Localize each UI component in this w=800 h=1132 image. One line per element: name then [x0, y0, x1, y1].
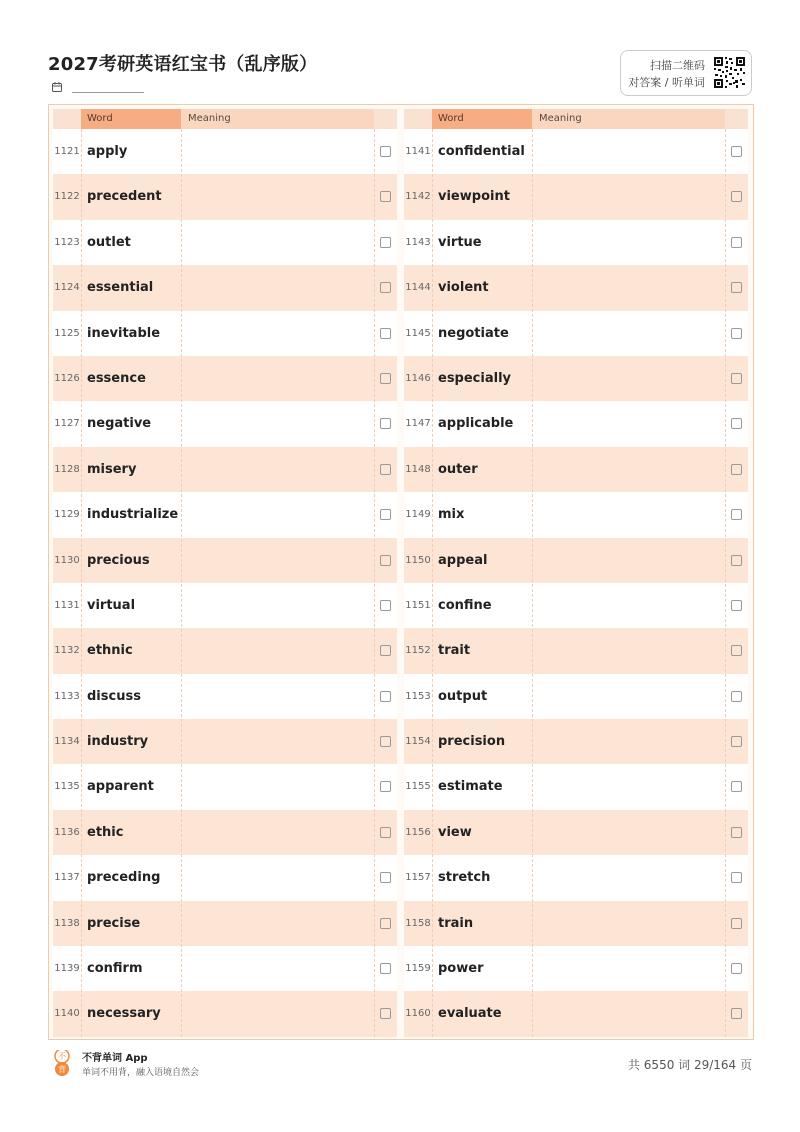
checkbox-icon[interactable] — [380, 736, 391, 747]
word-text: essence — [87, 370, 146, 386]
header-word: Word — [432, 109, 532, 129]
word-text: necessary — [87, 1006, 161, 1022]
word-number: 1149 — [405, 509, 431, 521]
word-text: apply — [87, 144, 128, 159]
checkbox-icon[interactable] — [731, 418, 742, 429]
word-number: 1155 — [405, 781, 431, 793]
checkbox-icon[interactable] — [380, 555, 391, 566]
table-row — [404, 265, 748, 310]
word-text: precision — [438, 734, 506, 750]
checkbox-icon[interactable] — [380, 373, 391, 384]
word-text: ethic — [87, 824, 124, 840]
word-number: 1141 — [405, 146, 431, 157]
word-text: applicable — [438, 416, 514, 432]
meaning-cell[interactable] — [182, 492, 373, 537]
table-row — [53, 855, 397, 900]
checkbox-icon[interactable] — [731, 691, 742, 702]
word-number: 1142 — [405, 191, 431, 203]
app-logo-icon — [54, 1050, 70, 1076]
meaning-cell[interactable] — [533, 674, 724, 719]
table-row — [53, 538, 397, 583]
qr-panel[interactable] — [620, 50, 752, 96]
table-row — [404, 220, 748, 265]
table-row — [404, 174, 748, 219]
word-rows — [404, 129, 748, 1037]
checkbox-icon[interactable] — [380, 328, 391, 339]
word-number: 1135 — [54, 781, 80, 793]
word-number: 1143 — [405, 236, 431, 248]
qr-line-1: 扫描二维码 — [650, 59, 705, 72]
meaning-cell[interactable] — [182, 356, 373, 401]
header-number-cell — [404, 109, 432, 129]
word-text: mix — [438, 507, 465, 523]
table-header — [53, 109, 397, 129]
meaning-cell[interactable] — [533, 991, 724, 1036]
checkbox-icon[interactable] — [731, 237, 742, 248]
page-title: 2027考研英语红宝书（乱序版） — [48, 54, 318, 75]
meaning-cell[interactable] — [533, 356, 724, 401]
meaning-cell[interactable] — [533, 583, 724, 628]
checkbox-icon[interactable] — [380, 827, 391, 838]
table-row — [53, 447, 397, 492]
word-text: stretch — [438, 870, 491, 886]
checkbox-icon[interactable] — [380, 600, 391, 611]
checkbox-icon[interactable] — [380, 691, 391, 702]
word-table-left — [53, 109, 397, 1037]
table-row — [53, 129, 397, 174]
word-number: 1138 — [54, 917, 80, 929]
page-info: 共 6550 词 29/164 页 — [627, 1058, 752, 1072]
qr-line-2: 对答案 / 听单词 — [628, 76, 705, 89]
word-number: 1139 — [54, 963, 80, 975]
checkbox-icon[interactable] — [731, 191, 742, 202]
meaning-cell[interactable] — [182, 220, 373, 265]
table-row — [53, 901, 397, 946]
word-number: 1125 — [54, 327, 80, 339]
word-text: especially — [438, 370, 511, 386]
table-row — [53, 583, 397, 628]
word-text: precedent — [87, 189, 162, 205]
word-text: appeal — [438, 552, 488, 568]
meaning-cell[interactable] — [182, 674, 373, 719]
checkbox-icon[interactable] — [731, 373, 742, 384]
word-number: 1132 — [54, 645, 80, 657]
checkbox-icon[interactable] — [731, 464, 742, 475]
word-text: outlet — [87, 234, 131, 250]
word-text: ethnic — [87, 643, 133, 659]
word-text: negative — [87, 416, 152, 432]
header-meaning: Meaning — [181, 109, 374, 129]
word-number: 1131 — [54, 599, 80, 611]
app-logo-char-1: 不 — [58, 1052, 66, 1061]
word-number: 1151 — [405, 599, 431, 611]
table-row — [53, 356, 397, 401]
word-text: virtue — [438, 234, 482, 250]
word-text: confine — [438, 597, 492, 613]
calendar-icon — [52, 82, 62, 92]
word-number: 1150 — [405, 554, 431, 566]
word-number: 1129 — [54, 509, 80, 521]
meaning-cell[interactable] — [182, 991, 373, 1036]
word-number: 1147 — [405, 418, 431, 430]
checkbox-icon[interactable] — [731, 827, 742, 838]
word-number: 1140 — [54, 1008, 80, 1020]
table-header — [404, 109, 748, 129]
checkbox-icon[interactable] — [731, 872, 742, 883]
word-number: 1154 — [405, 736, 431, 748]
meaning-cell[interactable] — [533, 628, 724, 673]
word-number: 1157 — [405, 872, 431, 884]
meaning-cell[interactable] — [533, 538, 724, 583]
meaning-cell[interactable] — [533, 129, 724, 174]
checkbox-icon[interactable] — [380, 464, 391, 475]
word-number: 1133 — [54, 690, 80, 702]
word-number: 1144 — [405, 282, 431, 294]
word-text: industrialize — [87, 507, 179, 523]
checkbox-icon[interactable] — [731, 918, 742, 929]
checkbox-icon[interactable] — [731, 600, 742, 611]
word-number: 1121 — [54, 146, 80, 157]
meaning-cell[interactable] — [533, 810, 724, 855]
meaning-cell[interactable] — [182, 129, 373, 174]
word-number: 1148 — [405, 463, 431, 475]
checkbox-icon[interactable] — [380, 418, 391, 429]
word-list-frame — [48, 104, 754, 1040]
word-number: 1158 — [405, 917, 431, 929]
app-name: 不背单词 App — [82, 1053, 148, 1064]
checkbox-icon[interactable] — [731, 645, 742, 656]
table-row — [404, 356, 748, 401]
word-number: 1130 — [54, 554, 80, 566]
table-row — [404, 855, 748, 900]
app-slogan: 单词不用背，融入语境自然会 — [82, 1068, 200, 1078]
meaning-cell[interactable] — [182, 901, 373, 946]
column-divider — [181, 129, 182, 1037]
table-row — [404, 628, 748, 673]
meaning-cell[interactable] — [533, 719, 724, 764]
checkbox-icon[interactable] — [731, 146, 742, 157]
table-row — [404, 719, 748, 764]
meaning-cell[interactable] — [182, 764, 373, 809]
header-meaning: Meaning — [532, 109, 725, 129]
table-row — [53, 810, 397, 855]
word-text: view — [438, 824, 472, 840]
word-text: viewpoint — [438, 189, 510, 205]
table-row — [53, 220, 397, 265]
meaning-cell[interactable] — [182, 401, 373, 446]
table-row — [404, 583, 748, 628]
checkbox-icon[interactable] — [380, 918, 391, 929]
word-text: preceding — [87, 870, 161, 886]
table-row — [53, 265, 397, 310]
table-row — [53, 174, 397, 219]
word-text: confidential — [438, 144, 525, 159]
word-number: 1152 — [405, 645, 431, 657]
table-row — [53, 492, 397, 537]
column-divider — [374, 129, 375, 1037]
word-text: discuss — [87, 688, 141, 704]
word-text: confirm — [87, 961, 143, 977]
checkbox-icon[interactable] — [380, 509, 391, 520]
table-row — [53, 719, 397, 764]
meaning-cell[interactable] — [182, 810, 373, 855]
word-text: estimate — [438, 779, 503, 795]
meaning-cell[interactable] — [182, 855, 373, 900]
checkbox-icon[interactable] — [731, 781, 742, 792]
meaning-cell[interactable] — [533, 220, 724, 265]
meaning-cell[interactable] — [533, 401, 724, 446]
table-row — [404, 129, 748, 174]
meaning-cell[interactable] — [182, 311, 373, 356]
word-text: trait — [438, 643, 471, 659]
word-number: 1159 — [405, 963, 431, 975]
checkbox-icon[interactable] — [731, 509, 742, 520]
word-text: negotiate — [438, 325, 509, 341]
checkbox-icon[interactable] — [380, 1008, 391, 1019]
word-number: 1153 — [405, 690, 431, 702]
checkbox-icon[interactable] — [731, 328, 742, 339]
meaning-cell[interactable] — [182, 174, 373, 219]
app-logo-char-2: 背 — [58, 1065, 66, 1074]
checkbox-icon[interactable] — [731, 1008, 742, 1019]
column-divider — [81, 129, 82, 1037]
qr-code-icon[interactable] — [713, 56, 746, 89]
column-divider — [532, 129, 533, 1037]
meaning-cell[interactable] — [182, 719, 373, 764]
meaning-cell[interactable] — [182, 265, 373, 310]
word-table-right — [404, 109, 748, 1037]
word-rows — [53, 129, 397, 1037]
header-check-cell — [374, 109, 397, 129]
header-word: Word — [81, 109, 181, 129]
checkbox-icon[interactable] — [380, 237, 391, 248]
word-number: 1137 — [54, 872, 80, 884]
word-number: 1126 — [54, 372, 80, 384]
table-row — [53, 674, 397, 719]
checkbox-icon[interactable] — [731, 736, 742, 747]
word-text: evaluate — [438, 1006, 502, 1022]
table-row — [53, 991, 397, 1036]
word-text: virtual — [87, 597, 136, 613]
meaning-cell[interactable] — [182, 447, 373, 492]
meaning-cell[interactable] — [533, 492, 724, 537]
table-row — [404, 810, 748, 855]
word-text: inevitable — [87, 325, 161, 341]
word-number: 1134 — [54, 736, 80, 748]
word-text: train — [438, 915, 474, 931]
table-row — [53, 401, 397, 446]
word-text: violent — [438, 280, 489, 296]
checkbox-icon[interactable] — [380, 963, 391, 974]
meaning-cell[interactable] — [533, 174, 724, 219]
word-text: outer — [438, 461, 478, 477]
checkbox-icon[interactable] — [731, 555, 742, 566]
word-number: 1124 — [54, 282, 80, 294]
meaning-cell[interactable] — [533, 447, 724, 492]
table-row — [404, 946, 748, 991]
word-text: misery — [87, 461, 137, 477]
word-text: essential — [87, 280, 154, 296]
word-text: output — [438, 688, 488, 704]
table-row — [404, 901, 748, 946]
table-row — [53, 311, 397, 356]
checkbox-icon[interactable] — [731, 963, 742, 974]
word-number: 1145 — [405, 327, 431, 339]
meaning-cell[interactable] — [182, 946, 373, 991]
word-text: precise — [87, 915, 141, 931]
meaning-cell[interactable] — [533, 764, 724, 809]
word-number: 1160 — [405, 1008, 431, 1020]
table-row — [404, 674, 748, 719]
date-field[interactable] — [72, 92, 144, 93]
header-check-cell — [725, 109, 748, 129]
word-text: apparent — [87, 779, 154, 795]
checkbox-icon[interactable] — [380, 872, 391, 883]
word-number: 1136 — [54, 826, 80, 838]
word-number: 1128 — [54, 463, 80, 475]
meaning-cell[interactable] — [533, 855, 724, 900]
word-number: 1127 — [54, 418, 80, 430]
meaning-cell[interactable] — [533, 946, 724, 991]
checkbox-icon[interactable] — [380, 191, 391, 202]
meaning-cell[interactable] — [182, 583, 373, 628]
meaning-cell[interactable] — [182, 628, 373, 673]
word-number: 1123 — [54, 236, 80, 248]
checkbox-icon[interactable] — [380, 146, 391, 157]
table-row — [404, 492, 748, 537]
table-row — [404, 991, 748, 1036]
checkbox-icon[interactable] — [380, 282, 391, 293]
table-row — [53, 946, 397, 991]
table-row — [404, 447, 748, 492]
meaning-cell[interactable] — [533, 265, 724, 310]
table-row — [53, 764, 397, 809]
meaning-cell[interactable] — [533, 311, 724, 356]
checkbox-icon[interactable] — [731, 282, 742, 293]
qr-caption — [628, 57, 705, 91]
word-number: 1156 — [405, 826, 431, 838]
checkbox-icon[interactable] — [380, 781, 391, 792]
table-row — [404, 401, 748, 446]
checkbox-icon[interactable] — [380, 645, 391, 656]
column-divider — [432, 129, 433, 1037]
table-row — [404, 538, 748, 583]
meaning-cell[interactable] — [182, 538, 373, 583]
word-text: industry — [87, 734, 149, 750]
word-number: 1146 — [405, 372, 431, 384]
table-row — [404, 764, 748, 809]
table-row — [53, 628, 397, 673]
table-row — [404, 311, 748, 356]
word-number: 1122 — [54, 191, 80, 203]
word-text: power — [438, 961, 484, 977]
header-number-cell — [53, 109, 81, 129]
meaning-cell[interactable] — [533, 901, 724, 946]
word-text: precious — [87, 552, 150, 568]
column-divider — [725, 129, 726, 1037]
